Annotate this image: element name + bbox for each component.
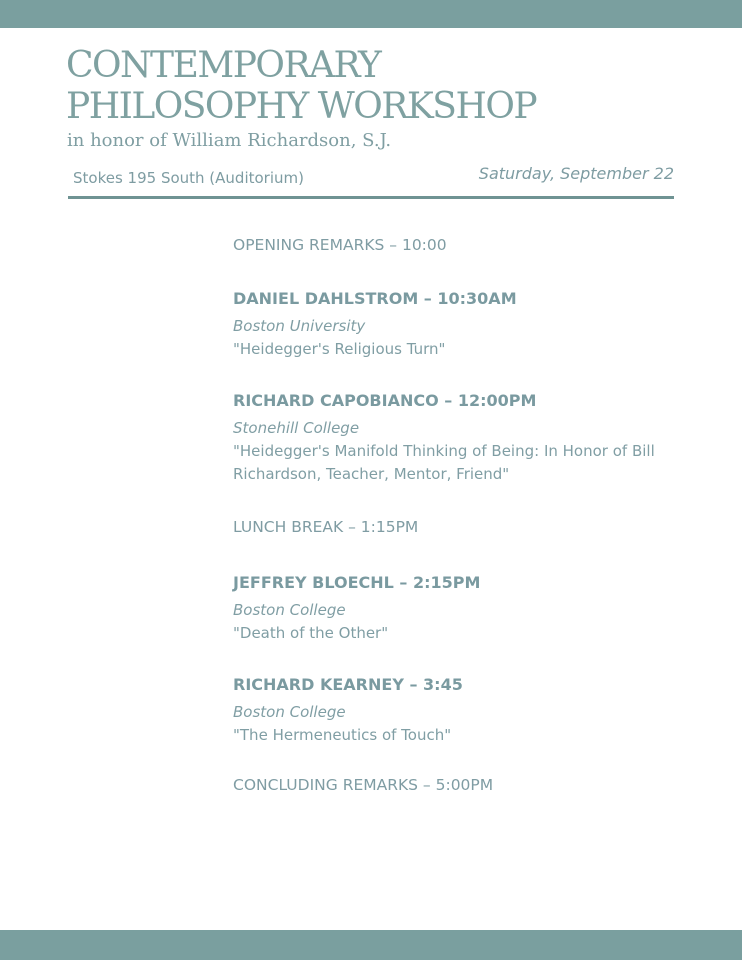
opening-remarks: OPENING REMARKS – 10:00	[233, 236, 447, 254]
header-divider	[68, 196, 674, 199]
speaker-affiliation: Boston College	[233, 601, 346, 619]
top-band	[0, 0, 742, 28]
talk-title: "The Hermeneutics of Touch"	[233, 726, 452, 744]
lunch-break: LUNCH BREAK – 1:15PM	[233, 518, 419, 536]
speaker-affiliation: Stonehill College	[233, 419, 360, 437]
venue: Stokes 195 South (Auditorium)	[73, 169, 304, 187]
talk-title: "Heidegger's Manifold Thinking of Being: In Honor of Bill Richardson, Teacher, Mentor, Friend"	[233, 442, 655, 483]
title-line-2: PHILOSOPHY WORKSHOP	[66, 86, 537, 127]
speaker-name-time: RICHARD CAPOBIANCO – 12:00PM	[233, 391, 537, 410]
bottom-band	[0, 930, 742, 960]
speaker-name-time: JEFFREY BLOECHL – 2:15PM	[233, 573, 481, 592]
speaker-affiliation: Boston College	[233, 703, 346, 721]
subtitle: in honor of William Richardson, S.J.	[67, 130, 392, 151]
talk-title: "Death of the Other"	[233, 624, 389, 642]
speaker-name-time: DANIEL DAHLSTROM – 10:30AM	[233, 289, 517, 308]
event-date: Saturday, September 22	[478, 164, 674, 183]
concluding-remarks: CONCLUDING REMARKS – 5:00PM	[233, 776, 494, 794]
title-line-1: CONTEMPORARY	[66, 45, 381, 86]
speaker-name-time: RICHARD KEARNEY – 3:45	[233, 675, 463, 694]
talk-title: "Heidegger's Religious Turn"	[233, 340, 446, 358]
speaker-affiliation: Boston University	[233, 317, 366, 335]
